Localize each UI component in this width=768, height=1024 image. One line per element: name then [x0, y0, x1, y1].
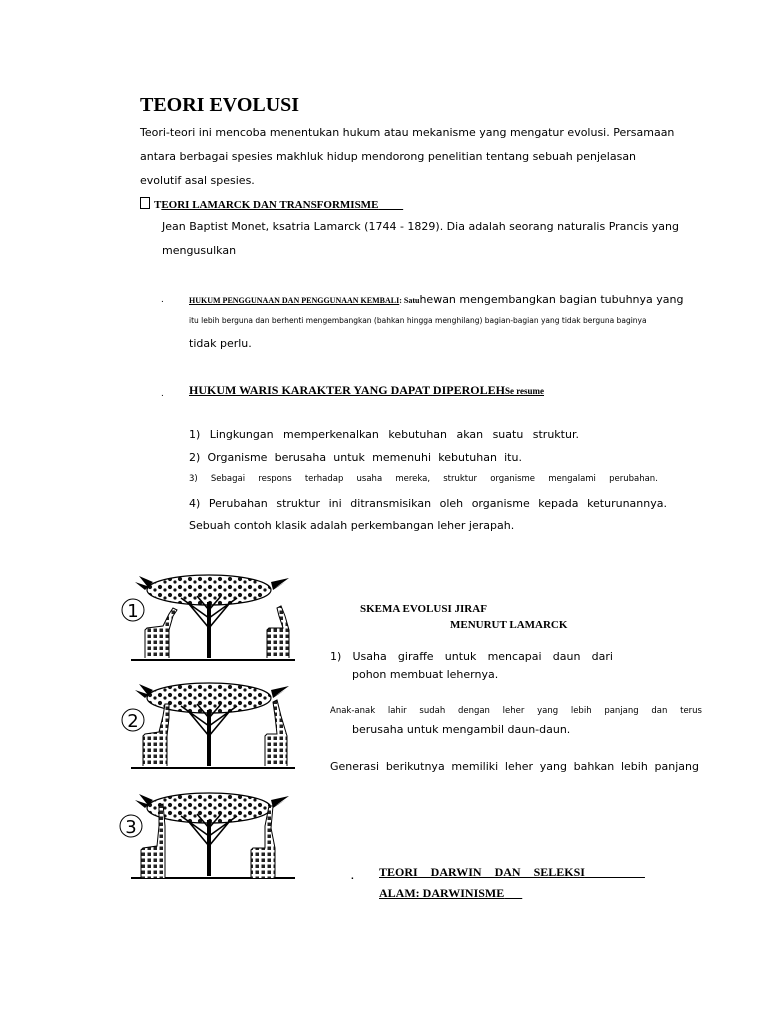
bullet-dot: . — [161, 388, 164, 399]
skema-para-3: Generasi berikutnya memiliki leher yang bahkan lebih panjang — [330, 760, 699, 773]
hukum1-line-2: itu lebih berguna dan berhenti mengembangkan (bahkan hingga menghilang) bagian-bagian yang tidak berguna baginya — [189, 316, 647, 325]
hukum2-heading: HUKUM WARIS KARAKTER YANG DAPAT DIPEROLEHSe resume — [189, 383, 545, 397]
hukum1-line-3: tidak perlu. — [189, 337, 252, 350]
intro-line-2: antara berbagai spesies makhluk hidup mendorong penelitian tentang sebuah penjelasan — [140, 150, 637, 163]
example-text: Sebuah contoh klasik adalah perkembangan leher jerapah. — [189, 519, 515, 532]
skema-para-2: Anak-anak lahir sudah dengan leher yang lebih panjang dan terus — [330, 706, 702, 716]
step-3: 3) Sebagai respons terhadap usaha mereka, struktur organisme mengalami perubahan. — [189, 474, 658, 484]
figure-label-1: 1 — [127, 601, 139, 622]
step-4: 4) Perubahan struktur ini ditransmisikan oleh organisme kepada keturunannya. — [189, 497, 667, 510]
intro-line-3: evolutif asal spesies. — [140, 174, 255, 187]
panel-3 — [117, 786, 299, 886]
lamarck-heading — [140, 197, 403, 211]
step-2: 2) Organisme berusaha untuk memenuhi kebutuhan itu. — [189, 451, 522, 464]
figure-label-2: 2 — [127, 711, 139, 732]
box-icon — [140, 197, 150, 209]
lamarck-para-line-2: mengusulkan — [162, 244, 237, 257]
intro-line-1: Teori-teori ini mencoba menentukan hukum atau mekanisme yang mengatur evolusi. Persamaan — [140, 126, 675, 139]
skema-title-1: SKEMA EVOLUSI JIRAF — [360, 603, 487, 615]
lamarck-heading-first-letter: T — [154, 199, 162, 211]
skema-item-1-line-2: pohon membuat lehernya. — [352, 668, 499, 681]
figure-label-3: 3 — [125, 817, 137, 838]
hukum1-label: HUKUM PENGGUNAAN DAN PENGGUNAAN KEMBALI — [189, 296, 400, 305]
bullet-dot: . — [161, 294, 164, 305]
page-title: TEORI EVOLUSI — [140, 94, 300, 116]
darwin-heading-line-2: ALAM: DARWINISME — [379, 886, 505, 900]
skema-para-2-line-2: berusaha untuk mengambil daun-daun. — [352, 723, 571, 736]
skema-item-1: 1) Usaha giraffe untuk mencapai daun dari — [330, 650, 613, 663]
panel-1 — [117, 568, 299, 668]
darwin-heading-line-1: TEORI DARWIN DAN SELEKSI — [379, 865, 585, 879]
giraffe-evolution-figure — [117, 568, 299, 890]
panel-2 — [117, 676, 299, 776]
bullet-dot: . — [351, 871, 354, 882]
skema-title-2: MENURUT LAMARCK — [450, 619, 568, 631]
lamarck-heading-text: EORI LAMARCK DAN TRANSFORMISME — [161, 199, 379, 211]
lamarck-para-line-1: Jean Baptist Monet, ksatria Lamarck (1744 - 1829). Dia adalah seorang naturalis Prancis yang — [162, 220, 679, 233]
step-1: 1) Lingkungan memperkenalkan kebutuhan akan suatu struktur. — [189, 428, 579, 441]
hukum1-line-1: HUKUM PENGGUNAAN DAN PENGGUNAAN KEMBALI: Satuhewan mengembangkan bagian tubuhnya yang — [189, 293, 684, 306]
